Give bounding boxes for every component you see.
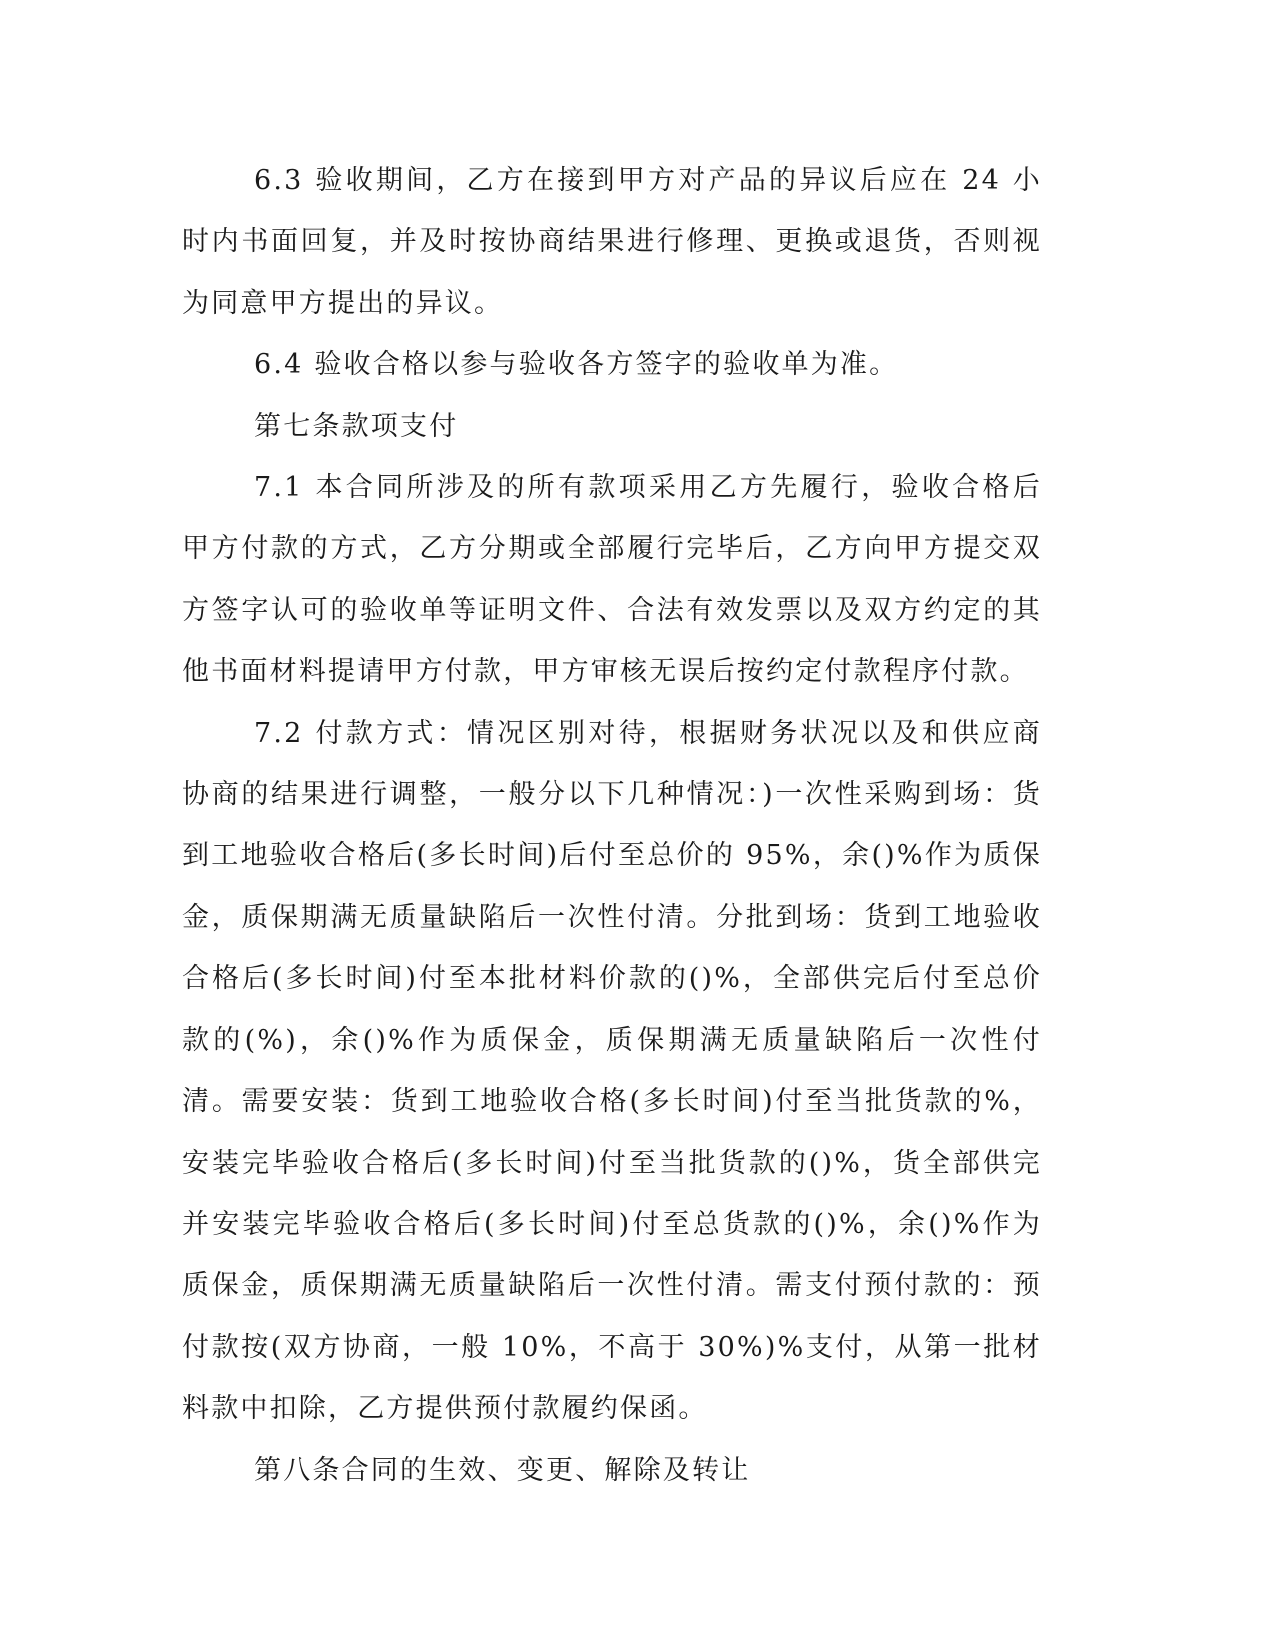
article-7-heading: 第七条款项支付: [254, 410, 459, 442]
clause-6-3: 6.3 验收期间，乙方在接到甲方对产品的异议后应在 24 小时内书面回复，并及时按协商结果进行修理、更换或退货，否则视为同意甲方提出的异议。: [182, 165, 1042, 319]
clause-7-1: 7.1 本合同所涉及的所有款项采用乙方先履行，验收合格后甲方付款的方式，乙方分期或全部履行完毕后，乙方向甲方提交双方签字认可的验收单等证明文件、合法有效发票以及双方约定的其他书面材料提请甲方付款，甲方审核无误后按约定付款程序付款。: [182, 472, 1042, 688]
clause-7-2: 7.2 付款方式：情况区别对待，根据财务状况以及和供应商协商的结果进行调整，一般分以下几种情况：)一次性采购到场：货到工地验收合格后(多长时间)后付至总价的 95%，余()%作为质保金，质保期满无质量缺陷后一次性付清。分批到场：货到工地验收合格后(多长时间)付至本批材料价款的()%，全部供完后付至总价款的(%)，余()%作为质保金，质保期满无质量缺陷后一次性付清。需要安装：货到工地验收合格(多长时间)付至当批货款的%，安装完毕验收合格后(多长时间)付至当批货款的()%，货全部供完并安装完毕验收合格后(多长时间)付至总货款的()%，余()%作为质保金，质保期满无质量缺陷后一次性付清。需支付预付款的：预付款按(双方协商，一般 10%，不高于 30%)%支付，从第一批材料款中扣除，乙方提供预付款履约保函。: [182, 717, 1042, 1425]
document-page: [182, 150, 1042, 1501]
article-8-heading: 第八条合同的生效、变更、解除及转让: [254, 1454, 751, 1486]
clause-6-4: 6.4 验收合格以参与验收各方签字的验收单为准。: [254, 349, 899, 381]
